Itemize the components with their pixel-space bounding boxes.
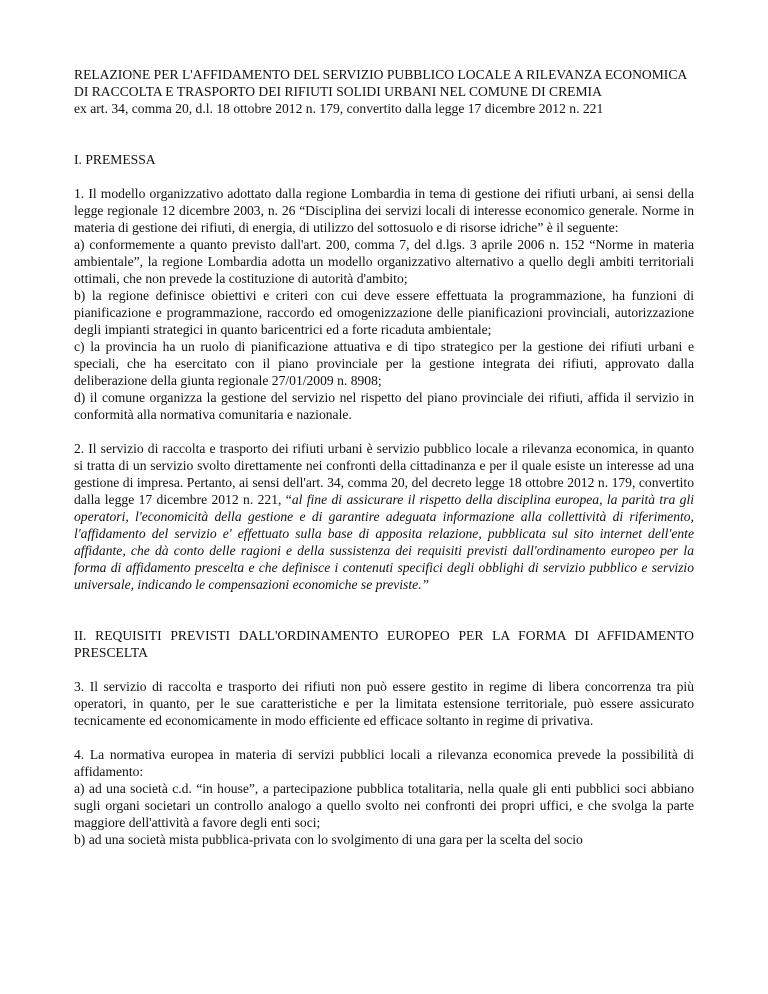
paragraph-4-intro: 4. La normativa europea in materia di servizi pubblici locali a rilevanza economica prevede la possibilità di affidamento: [74, 747, 694, 779]
paragraph-2-text: 2. Il servizio di raccolta e trasporto dei rifiuti urbani è servizio pubblico locale a rilevanza economica, in quanto si tratta di un servizio svolto direttamente nei confronti della cittadinanza e per il quale esiste un interesse ad una gestione di impresa. Pertanto, ai sensi dell'art. 34, comma 20, del decreto legge 18 ottobre 2012 n. 179, convertito dalla legge 17 dicembre 2012 n. 221, “ [74, 441, 694, 507]
section-1-heading: I. PREMESSA [74, 152, 156, 167]
document-title: RELAZIONE PER L'AFFIDAMENTO DEL SERVIZIO PUBBLICO LOCALE A RILEVANZA ECONOMICA DI RACCOLTA E TRASPORTO DEI RIFIUTI SOLIDI URBANI NEL COMUNE DI CREMIA [74, 67, 687, 99]
paragraph-4 [74, 746, 694, 848]
document-subtitle: ex art. 34, comma 20, d.l. 18 ottobre 2012 n. 179, convertito dalla legge 17 dicembre 2012 n. 221 [74, 101, 604, 116]
paragraph-1-item-a: a) conformemente a quanto previsto dall'art. 200, comma 7, del d.lgs. 3 aprile 2006 n. 152 “Norme in materia ambientale”, la regione Lombardia adotta un modello organizzativo alternativo a quello degli ambiti territoriali ottimali, che non prevede la costituzione di autorità d'ambito; [74, 237, 694, 286]
document-page [74, 66, 694, 848]
paragraph-4-item-b: b) ad una società mista pubblica-privata con lo svolgimento di una gara per la scelta del socio [74, 832, 583, 847]
paragraph-4-item-a: a) ad una società c.d. “in house”, a partecipazione pubblica totalitaria, nella quale gli enti pubblici soci abbiano sugli organi societari un controllo analogo a quello svolto nei confronti dei propri uffici, e che svolga la parte maggiore dell'attività a favore degli enti soci; [74, 781, 694, 830]
paragraph-2 [74, 440, 694, 593]
paragraph-1-intro: 1. Il modello organizzativo adottato dalla regione Lombardia in tema di gestione dei rifiuti urbani, ai sensi della legge regionale 12 dicembre 2003, n. 26 “Disciplina dei servizi locali di interesse economico generale. Norme in materia di gestione dei rifiuti, di energia, di utilizzo del sottosuolo e di risorse idriche” è il seguente: [74, 186, 694, 235]
paragraph-1 [74, 185, 694, 423]
paragraph-2-quote: al fine di assicurare il rispetto della disciplina europea, la parità tra gli operatori, l'economicità della gestione e di garantire adeguata informazione alla collettività di riferimento, l'affidamento del servizio e' effettuato sulla base di apposita relazione, pubblicata sul sito internet dell'ente affidante, che dà conto delle ragioni e della sussistenza dei requisiti previsti dall'ordinamento europeo per la forma di affidamento prescelta e che definisce i contenuti specifici degli obblighi di servizio pubblico e servizio universale, indicando le compensazioni economiche se previste.” [74, 492, 695, 592]
section-2-heading: II. REQUISITI PREVISTI DALL'ORDINAMENTO EUROPEO PER LA FORMA DI AFFIDAMENTO PRESCELTA [74, 628, 694, 660]
paragraph-1-item-c: c) la provincia ha un ruolo di pianificazione attuativa e di tipo strategico per la gestione dei rifiuti urbani e speciali, che ha esercitato con il piano provinciale per la gestione integrata dei rifiuti, approvato dalla deliberazione della giunta regionale 27/01/2009 n. 8908; [74, 339, 694, 388]
paragraph-3: 3. Il servizio di raccolta e trasporto dei rifiuti non può essere gestito in regime di libera concorrenza tra più operatori, in quanto, per le sue caratteristiche e per la limitata estensione territoriale, può essere assicurato tecnicamente ed economicamente in modo efficiente ed efficace soltanto in regime di privativa. [74, 679, 694, 728]
paragraph-1-item-d: d) il comune organizza la gestione del servizio nel rispetto del piano provinciale dei rifiuti, affida il servizio in conformità alla normativa comunitaria e nazionale. [74, 390, 694, 422]
paragraph-1-item-b: b) la regione definisce obiettivi e criteri con cui deve essere effettuata la programmazione, ha funzioni di pianificazione e programmazione, raccordo ed omogenizzazione delle pianificazioni provinciali, autorizzazione degli impianti strategici in quanto baricentrici ed a forte ricaduta ambientale; [74, 288, 694, 337]
